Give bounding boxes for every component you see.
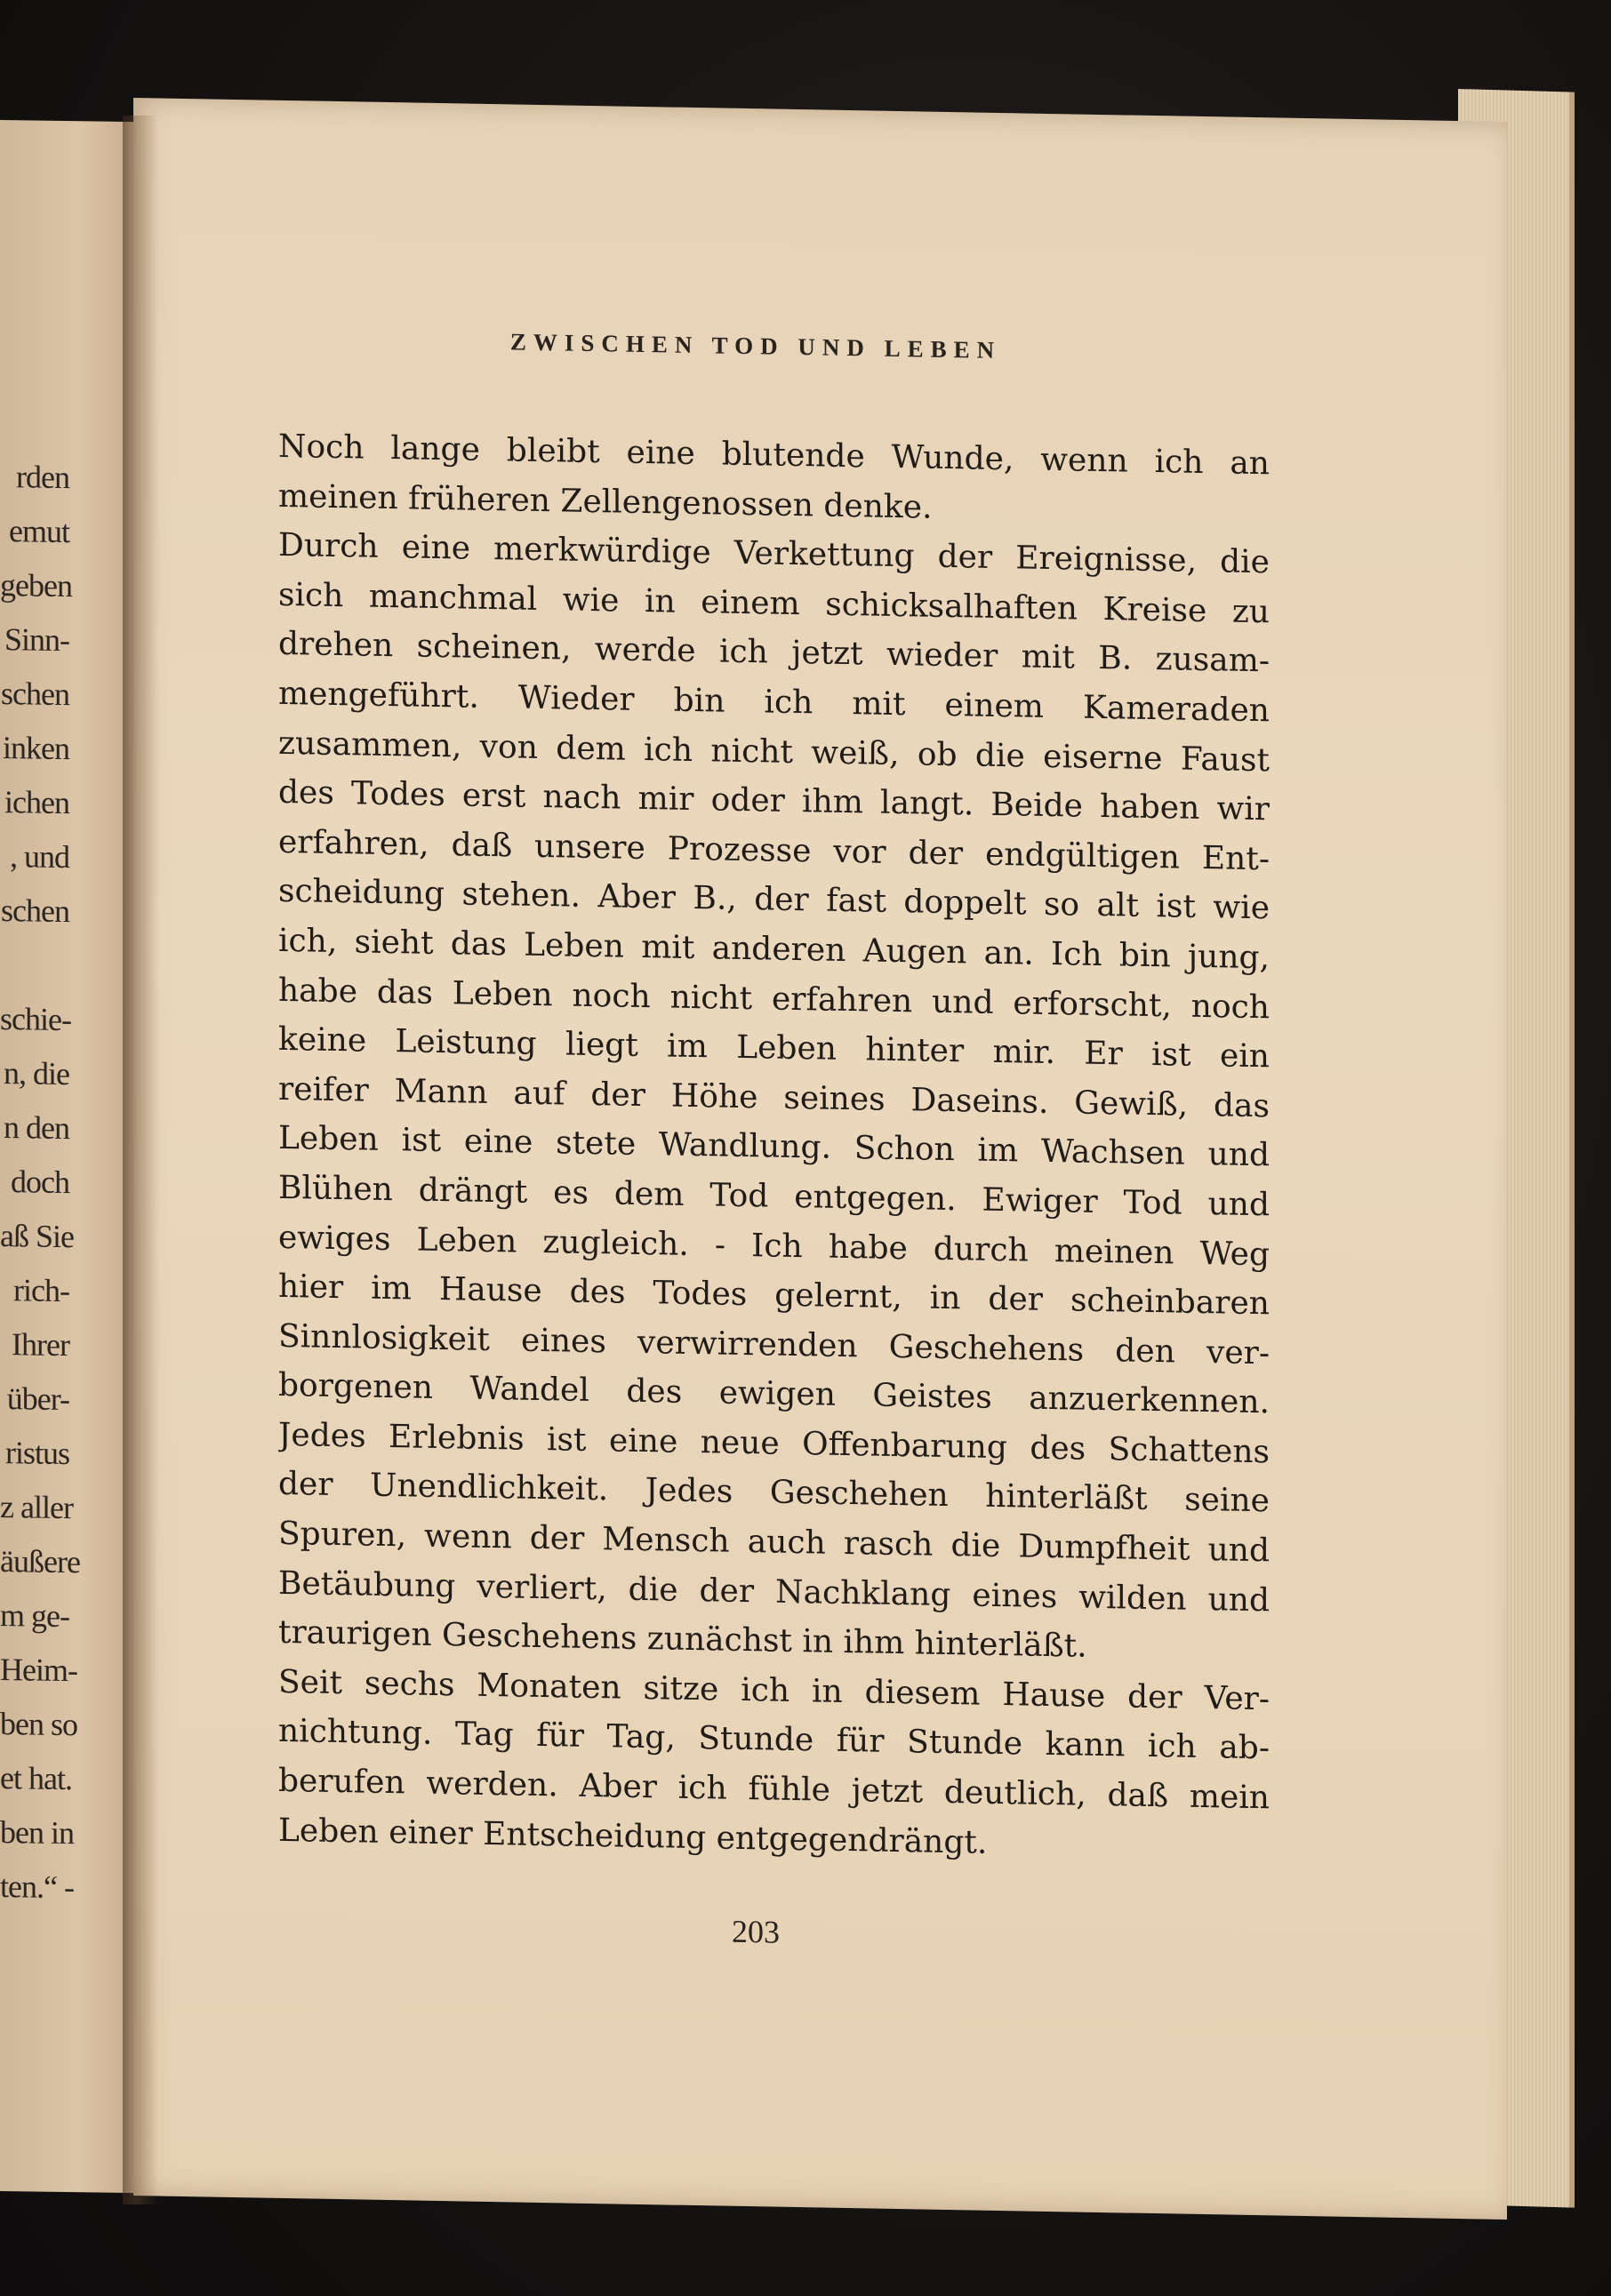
- left-fragment-line: n, die: [4, 1055, 69, 1092]
- text-line: reifer Mann auf der Höhe seines Daseins. Gewiß, das: [278, 1070, 1270, 1125]
- left-fragment-line: rden: [16, 459, 69, 496]
- left-page-text-fragments: [0, 458, 133, 1924]
- book-gutter: [123, 116, 158, 2204]
- text-line: berufen werden. Aber ich fühle jetzt deutlich, daß mein: [278, 1762, 1270, 1817]
- text-line: Spuren, wenn der Mensch auch rasch die Dumpfheit und: [278, 1515, 1270, 1570]
- text-line: habe das Leben noch nicht erfahren und erforscht, noch: [278, 972, 1270, 1026]
- text-line: Leben ist eine stete Wandlung. Schon im Wachsen und: [278, 1120, 1270, 1174]
- text-line: Sinnlosigkeit eines verwirrenden Geschehens den ver-: [278, 1317, 1270, 1372]
- left-fragment-line: ben so: [0, 1706, 77, 1743]
- text-line: meinen früheren Zellengenossen denke.: [278, 477, 933, 526]
- text-line: hier im Hause des Todes gelernt, in der scheinbaren: [278, 1268, 1270, 1323]
- text-line: des Todes erst nach mir oder ihm langt. Beide haben wir: [278, 774, 1270, 828]
- text-line: erfahren, daß unsere Prozesse vor der endgültigen Ent-: [278, 823, 1270, 878]
- text-line: Betäubung verliert, die der Nachklang eines wilden und: [278, 1564, 1270, 1619]
- left-fragment-line: ben in: [0, 1814, 74, 1852]
- text-line: Blühen drängt es dem Tod entgegen. Ewiger Tod und: [278, 1169, 1270, 1224]
- left-fragment-line: , und: [10, 838, 69, 876]
- text-line: drehen scheinen, werde ich jetzt wieder mit B. zusam-: [278, 626, 1270, 680]
- text-line: Jedes Erlebnis ist eine neue Offenbarung des Schattens: [278, 1416, 1270, 1471]
- left-fragment-line: inken: [3, 730, 69, 767]
- text-line: ewiges Leben zugleich. - Ich habe durch meinen Weg: [278, 1219, 1270, 1273]
- body-text: [278, 422, 1270, 1873]
- left-fragment-line: doch: [11, 1164, 69, 1201]
- text-line: der Unendlichkeit. Jedes Geschehen hinterläßt seine: [278, 1466, 1270, 1520]
- text-line: scheidung stehen. Aber B., der fast doppelt so alt ist wie: [278, 873, 1270, 927]
- left-fragment-line: et hat.: [0, 1760, 72, 1797]
- text-line: Leben einer Entscheidung entgegendrängt.: [278, 1812, 988, 1861]
- left-fragment-line: n den: [4, 1109, 69, 1147]
- text-line: Durch eine merkwürdige Verkettung der Ereignisse, die: [278, 527, 1270, 581]
- running-head: ZWISCHEN TOD UND LEBEN: [509, 328, 1002, 364]
- text-line: zusammen, von dem ich nicht weiß, ob die eiserne Faust: [278, 724, 1270, 779]
- text-line: sich manchmal wie in einem schicksalhaften Kreise zu: [278, 576, 1270, 631]
- text-line: Seit sechs Monaten sitze ich in diesem Hause der Ver-: [278, 1663, 1270, 1718]
- text-line: nichtung. Tag für Tag, Stunde für Stunde kann ich ab-: [278, 1713, 1270, 1767]
- left-fragment-line: emut: [9, 513, 69, 550]
- left-fragment-line: Ihrer: [12, 1326, 69, 1364]
- text-line: traurigen Geschehens zunächst in ihm hinterläßt.: [278, 1614, 1087, 1665]
- text-line: ich, sieht das Leben mit anderen Augen an. Ich bin jung,: [278, 922, 1270, 977]
- left-fragment-gap: [0, 946, 133, 1002]
- left-fragment-line: rich-: [13, 1272, 69, 1309]
- left-fragment-line: ten.“ -: [0, 1868, 74, 1906]
- text-line: mengeführt. Wieder bin ich mit einem Kameraden: [278, 675, 1270, 730]
- left-fragment-line: m ge-: [0, 1597, 69, 1635]
- left-fragment-line: ichen: [4, 784, 69, 821]
- left-fragment-line: z aller: [0, 1489, 73, 1526]
- left-fragment-line: aß Sie: [0, 1218, 74, 1255]
- left-fragment-line: Heim-: [0, 1652, 77, 1689]
- left-fragment-line: geben: [0, 567, 72, 604]
- text-line: Noch lange bleibt eine blutende Wunde, wenn ich an: [278, 428, 1270, 483]
- left-fragment-line: schen: [1, 892, 69, 930]
- left-fragment-line: schen: [1, 676, 69, 713]
- page-number: 203: [732, 1913, 780, 1950]
- left-fragment-line: schie-: [0, 1001, 71, 1038]
- left-fragment-line: äußere: [0, 1543, 80, 1580]
- left-fragment-line: über-: [6, 1380, 69, 1418]
- text-line: keine Leistung liegt im Leben hinter mir. Er ist ein: [278, 1020, 1270, 1076]
- left-fragment-line: ristus: [4, 1435, 69, 1472]
- left-fragment-line: Sinn-: [4, 621, 69, 659]
- left-page: [0, 120, 133, 2193]
- text-line: borgenen Wandel des ewigen Geistes anzuerkennen.: [278, 1367, 1270, 1421]
- right-page: [133, 98, 1507, 2220]
